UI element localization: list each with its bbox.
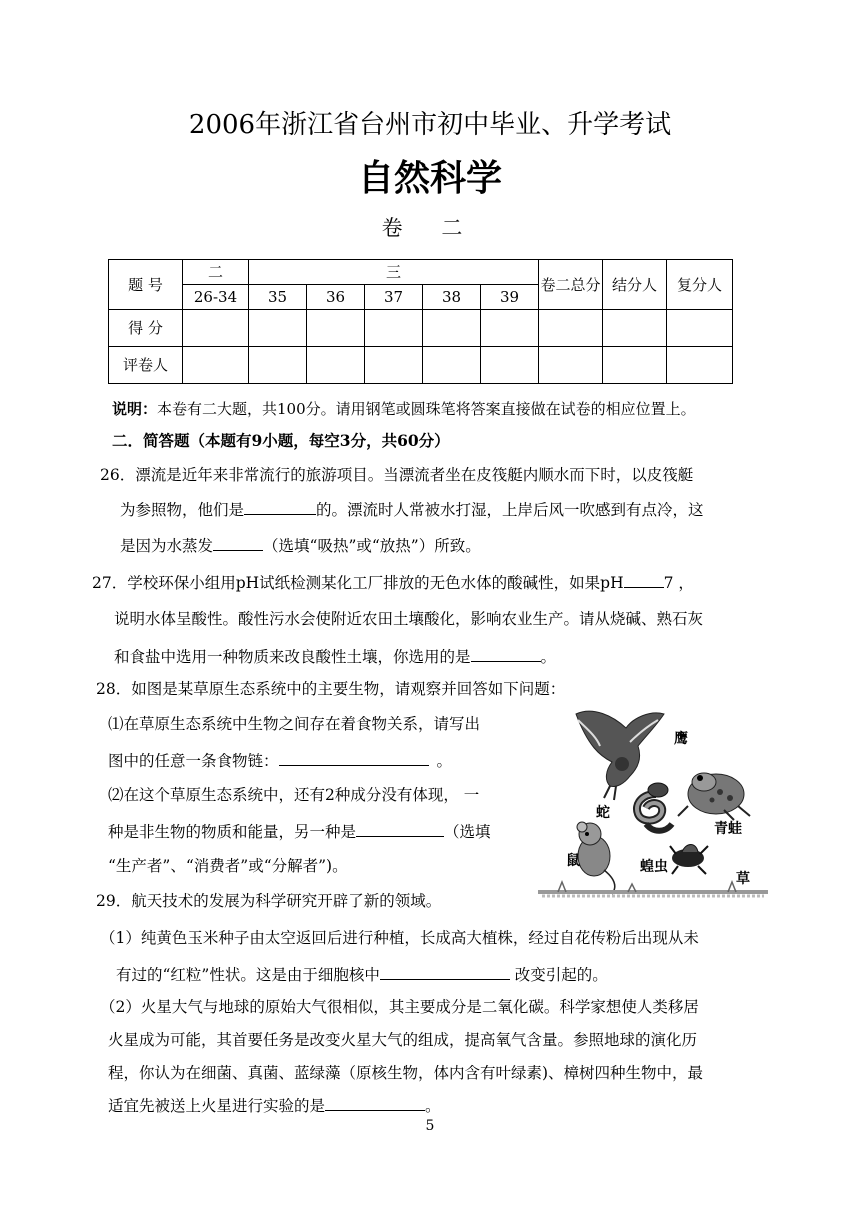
score-table-header-item: 题 号 [109, 260, 183, 310]
q27-blank1[interactable] [624, 571, 664, 588]
q29-line4: （2）火星大气与地球的原始大气很相似，其主要成分是二氧化碳。科学家想使人类移居 [100, 998, 699, 1016]
score-cell[interactable] [603, 310, 667, 347]
q28-line2: ⑴在草原生态系统中生物之间存在着食物关系，请写出 [108, 715, 481, 733]
mouse-icon [577, 822, 615, 894]
q27-line1: 27．学校环保小组用pH试纸检测某化工厂排放的无色水体的酸碱性，如果pH 7 ， [92, 571, 694, 594]
grader-cell[interactable] [249, 347, 307, 384]
instructions-text: 本卷有二大题，共100分。请用钢笔或圆珠笔将答案直接做在试卷的相应位置上。 [157, 400, 696, 418]
q29-line3: 有过的“红粒”性状。这是由于细胞核中 改变引起的。 [116, 963, 608, 986]
q28-line5: 种是非生物的物质和能量，另一种是 （选填 [108, 820, 491, 843]
q27-blank2[interactable] [471, 645, 541, 662]
q29-line1: 29．航天技术的发展为科学研究开辟了新的领域。 [96, 892, 442, 910]
score-table-col: 35 [249, 285, 307, 310]
q28-line4: ⑵在这个草原生态系统中，还有2种成分没有体现， 一 [108, 786, 480, 804]
exam-title: 2006年浙江省台州市初中毕业、升学考试 [188, 110, 672, 140]
frog-icon [678, 773, 750, 820]
grader-row-label: 评卷人 [109, 347, 183, 384]
grader-cell[interactable] [423, 347, 481, 384]
q28-line1: 28．如图是某草原生态系统中的主要生物，请观察并回答如下问题： [96, 680, 566, 698]
grader-cell[interactable] [603, 347, 667, 384]
label-snake: 蛇 [596, 805, 610, 821]
score-row-label: 得 分 [109, 310, 183, 347]
score-table-col: 36 [307, 285, 365, 310]
q27-line2: 说明水体呈酸性。酸性污水会使附近农田土壤酸化，影响农业生产。请从烧碱、熟石灰 [114, 610, 704, 628]
q29-line2: （1）纯黄色玉米种子由太空返回后进行种植，长成高大植株，经过自花传粉后出现从未 [100, 929, 699, 947]
q26-line1: 26．漂流是近年来非常流行的旅游项目。当漂流者坐在皮筏艇内顺水而下时，以皮筏艇 [100, 466, 694, 484]
label-grass: 草 [736, 871, 750, 887]
q29-line6: 程，你认为在细菌、真菌、蓝绿藻（原核生物，体内含有叶绿素)、樟树四种生物中，最 [108, 1064, 704, 1082]
score-table-header-section2: 二 [183, 260, 249, 285]
score-cell[interactable] [423, 310, 481, 347]
q26-blank1[interactable] [244, 498, 316, 515]
score-table [108, 259, 733, 384]
label-eagle: 鹰 [674, 731, 688, 747]
grader-cell[interactable] [539, 347, 603, 384]
q29-blank1[interactable] [380, 963, 510, 980]
grader-cell[interactable] [183, 347, 249, 384]
grader-cell[interactable] [481, 347, 539, 384]
grader-cell[interactable] [307, 347, 365, 384]
score-table-header-section3: 三 [249, 260, 539, 285]
grader-cell[interactable] [667, 347, 733, 384]
snake-icon [637, 783, 672, 831]
score-cell[interactable] [667, 310, 733, 347]
grass-icon [538, 882, 768, 896]
grader-cell[interactable] [365, 347, 423, 384]
instructions-label: 说明： [112, 400, 158, 418]
q29-line7: 适宜先被送上火星进行实验的是 。 [108, 1094, 441, 1117]
label-mouse: 鼠 [566, 853, 580, 869]
q27-line3: 和食盐中选用一种物质来改良酸性土壤，你选用的是 。 [114, 645, 556, 668]
q26-line2: 为参照物，他们是 的。漂流时人常被水打湿，上岸后风一吹感到有点冷，这 [120, 498, 704, 521]
score-table-header-review: 复分人 [667, 260, 733, 310]
score-cell[interactable] [481, 310, 539, 347]
score-cell[interactable] [307, 310, 365, 347]
score-table-col: 26-34 [183, 285, 249, 310]
score-cell[interactable] [365, 310, 423, 347]
q28-blank1[interactable] [279, 749, 429, 766]
score-table-header-tally: 结分人 [603, 260, 667, 310]
q28-line3: 图中的任意一条食物链： 。 [108, 749, 452, 772]
q29-line5: 火星成为可能，其首要任务是改变火星大气的组成，提高氧气含量。参照地球的演化历 [108, 1031, 698, 1049]
q29-blank2[interactable] [325, 1094, 425, 1111]
q26-line3: 是因为水蒸发 （选填“吸热”或“放热”）所致。 [120, 534, 481, 557]
score-table-col: 38 [423, 285, 481, 310]
section-heading: 二．简答题（本题有9小题，每空3分，共60分） [112, 431, 450, 450]
q26-blank2[interactable] [213, 534, 263, 551]
paper-part-title: 卷 二 [381, 216, 479, 240]
score-table-header-total: 卷二总分 [539, 260, 603, 310]
score-table-col: 39 [481, 285, 539, 310]
score-cell[interactable] [249, 310, 307, 347]
score-table-col: 37 [365, 285, 423, 310]
score-cell[interactable] [539, 310, 603, 347]
page-number: 5 [425, 1118, 435, 1134]
label-locust: 蝗虫 [640, 859, 668, 875]
score-cell[interactable] [183, 310, 249, 347]
q28-line6: “生产者”、“消费者”或“分解者”)。 [108, 857, 348, 875]
food-web-figure [538, 706, 768, 902]
subject-title: 自然科学 [357, 158, 502, 199]
label-frog: 青蛙 [714, 821, 742, 837]
q28-blank2[interactable] [356, 820, 444, 837]
instructions [112, 398, 696, 420]
locust-icon [670, 845, 708, 875]
